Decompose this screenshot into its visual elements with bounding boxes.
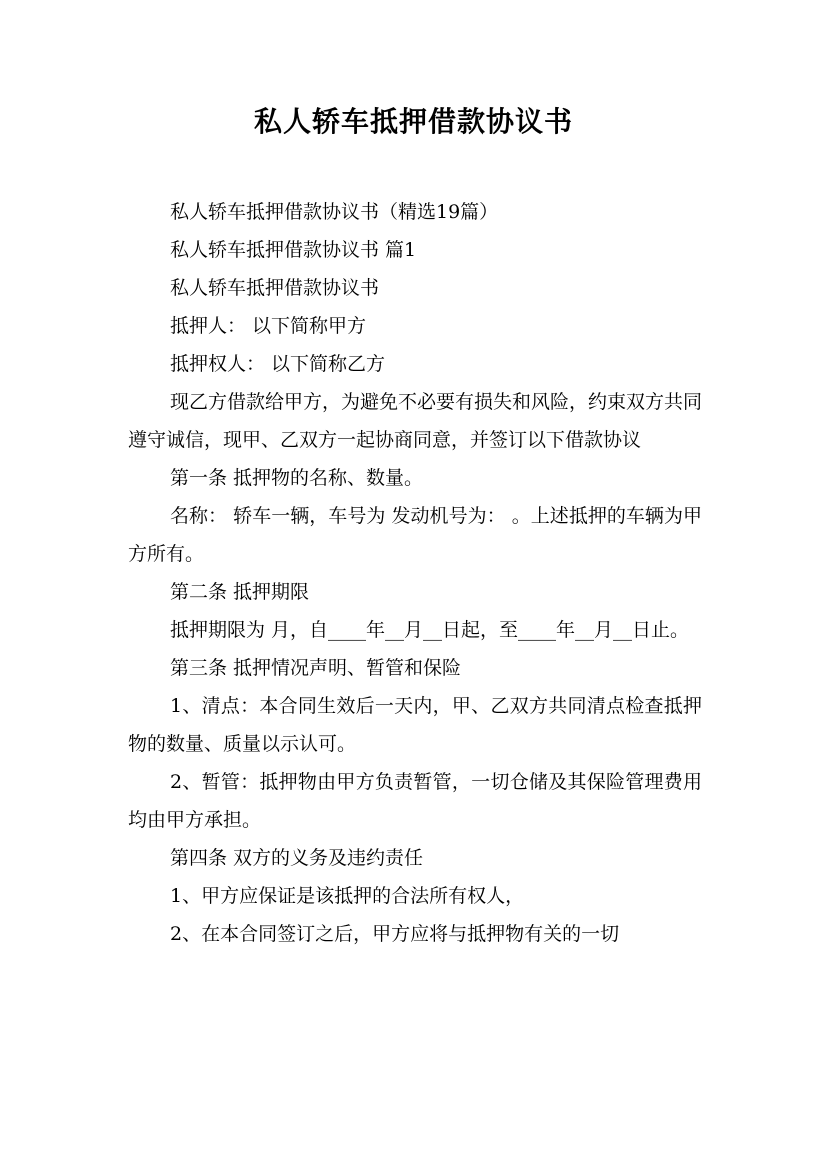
paragraph-article-3-item-1: 1、清点：本合同生效后一天内，甲、乙双方共同清点检查抵押物的数量、质量以示认可。 (128, 695, 702, 755)
paragraph-article-3-heading: 第三条 抵押情况声明、暂管和保险 (170, 657, 462, 679)
paragraph-article-3-item-2: 2、暂管：抵押物由甲方负责暂管，一切仓储及其保险管理费用均由甲方承担。 (128, 771, 702, 831)
paragraph-article-2-body: 抵押期限为 月，自____年__月__日起，至____年__月__日止。 (170, 619, 690, 641)
document-title: 私人轿车抵押借款协议书 (253, 105, 573, 138)
paragraph-agreement-name: 私人轿车抵押借款协议书 (170, 277, 380, 299)
paragraph-article-1-body: 名称： 轿车一辆，车号为 发动机号为： 。上述抵押的车辆为甲方所有。 (128, 505, 702, 565)
paragraph-preamble: 现乙方借款给甲方，为避免不必要有损失和风险，约束双方共同遵守诚信，现甲、乙双方一起协商同意，并签订以下借款协议 (128, 391, 703, 451)
paragraph-chapter-heading: 私人轿车抵押借款协议书 篇1 (170, 239, 417, 261)
document-body (128, 193, 702, 953)
paragraph-collection-title: 私人轿车抵押借款协议书（精选19篇） (170, 201, 499, 223)
paragraph-mortgagor: 抵押人： 以下简称甲方 (170, 315, 367, 337)
paragraph-article-2-heading: 第二条 抵押期限 (170, 581, 310, 603)
paragraph-article-4-item-2: 2、在本合同签订之后，甲方应将与抵押物有关的一切 (170, 923, 620, 945)
paragraph-article-4-heading: 第四条 双方的义务及违约责任 (170, 847, 424, 869)
paragraph-article-4-item-1: 1、甲方应保证是该抵押的合法所有权人， (170, 885, 525, 907)
paragraph-mortgagee: 抵押权人： 以下简称乙方 (170, 353, 386, 375)
paragraph-article-1-heading: 第一条 抵押物的名称、数量。 (170, 467, 424, 489)
